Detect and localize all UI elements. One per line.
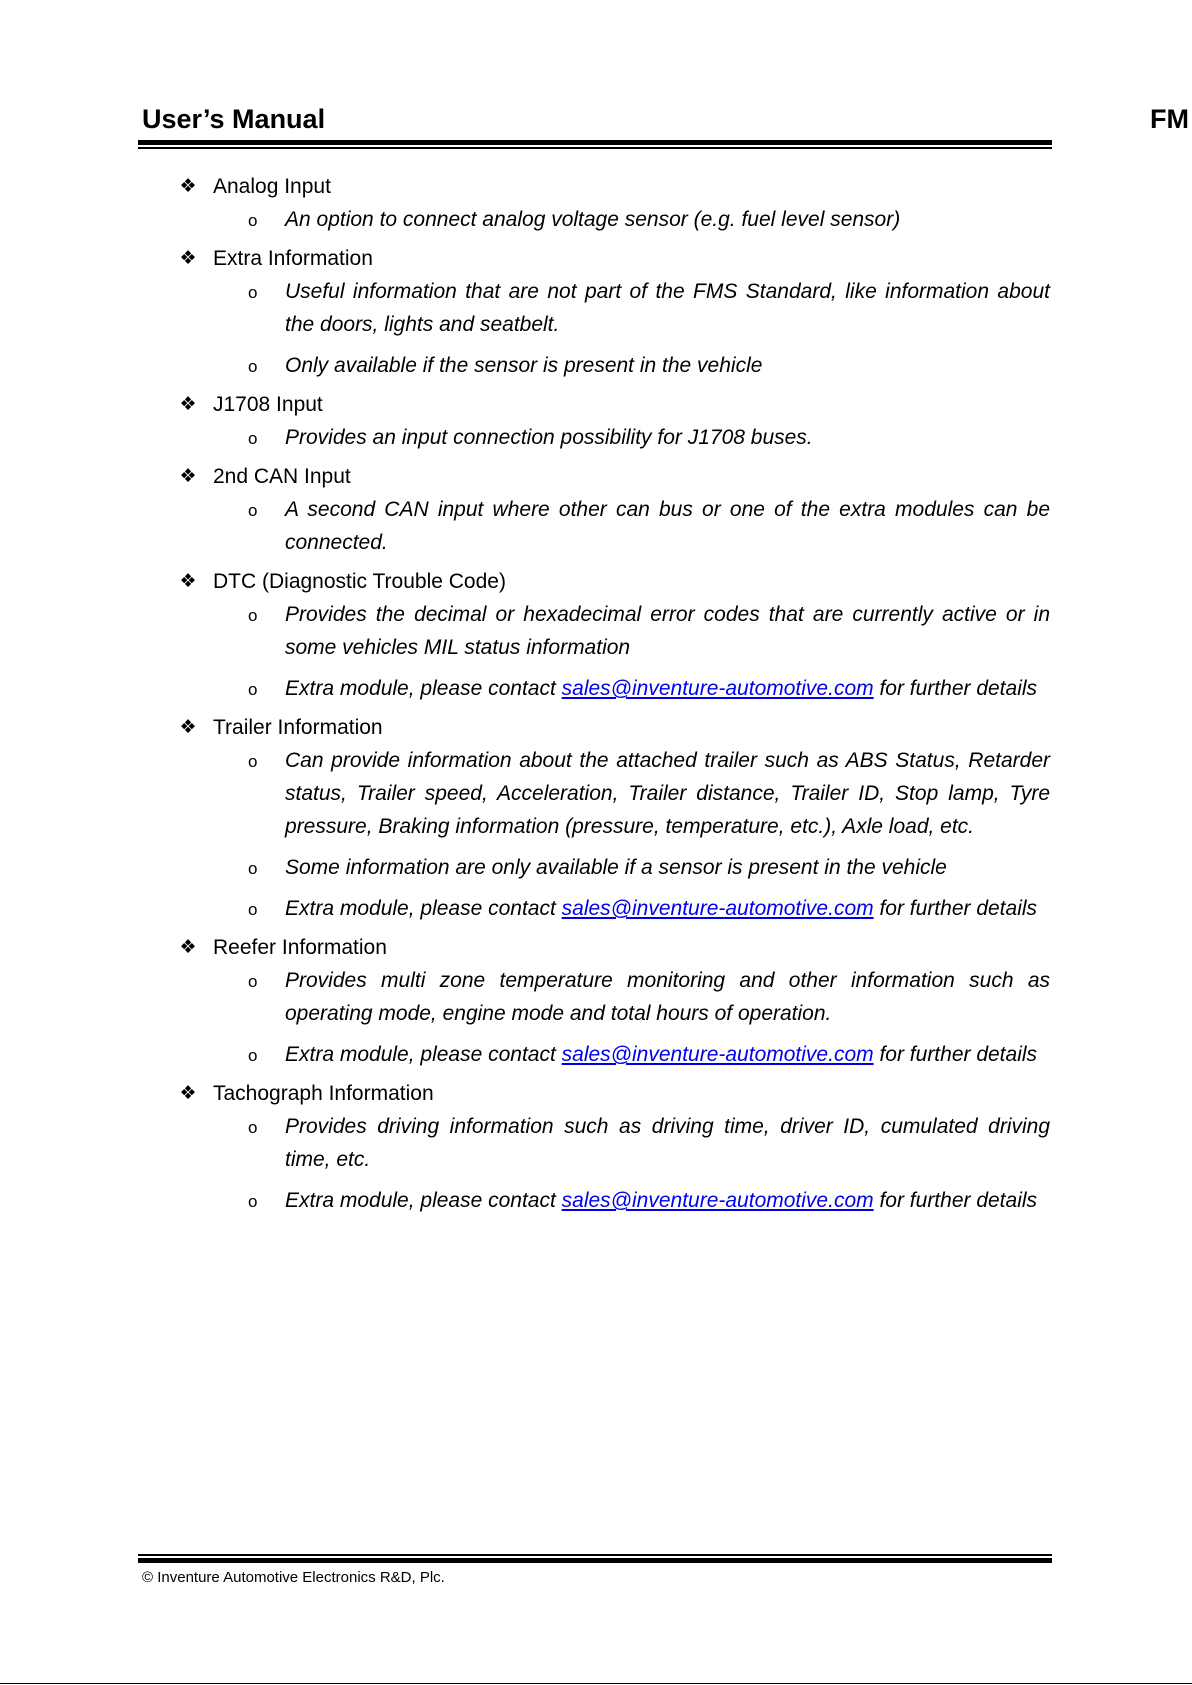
circle-bullet-icon: o xyxy=(248,501,258,520)
list-item: o Provides multi zone temperature monitoring and other information such as operating mode, engine mode and total hours of operation. xyxy=(178,964,1050,1030)
list-item: o Provides the decimal or hexadecimal error codes that are currently active or in some vehicles MIL status information xyxy=(178,598,1050,664)
list-item: o Useful information that are not part of the FMS Standard, like information about the doors, lights and seatbelt. xyxy=(178,275,1050,341)
circle-bullet-icon: o xyxy=(248,357,258,376)
sales-email-link[interactable]: sales@inventure-automotive.com xyxy=(561,897,874,920)
diamond-bullet-icon: ❖ xyxy=(179,937,197,958)
section-title: ❖ Extra Information xyxy=(178,242,1050,275)
diamond-bullet-icon: ❖ xyxy=(179,571,197,592)
section-reefer-information xyxy=(178,931,1050,1071)
circle-bullet-icon: o xyxy=(248,680,258,699)
list-item: o Can provide information about the attached trailer such as ABS Status, Retarder status, Trailer speed, Acceleration, Trailer distance, Trailer ID, Stop lamp, Tyre pressure, Braking information (pressure, temperature, etc.), Axle load, etc. xyxy=(178,744,1050,843)
page-header-right: FM xyxy=(1150,104,1189,134)
page-header-title: User’s Manual xyxy=(142,104,326,134)
circle-bullet-icon: o xyxy=(248,211,258,230)
section-title: ❖ Tachograph Information xyxy=(178,1077,1050,1110)
footer-rule-thick xyxy=(138,1558,1052,1563)
page-edge-line xyxy=(0,1683,1192,1684)
circle-bullet-icon: o xyxy=(248,1192,258,1211)
section-title: ❖ Analog Input xyxy=(178,170,1050,203)
header-rule-thick xyxy=(138,140,1052,145)
list-item: o Only available if the sensor is present in the vehicle xyxy=(178,349,1050,382)
list-item: o Provides an input connection possibility for J1708 buses. xyxy=(178,421,1050,454)
section-title: ❖ 2nd CAN Input xyxy=(178,460,1050,493)
circle-bullet-icon: o xyxy=(248,972,258,991)
section-2nd-can-input xyxy=(178,460,1050,559)
circle-bullet-icon: o xyxy=(248,859,258,878)
footer-rule-thin xyxy=(138,1554,1052,1556)
list-item: o Extra module, please contact sales@inventure-automotive.com for further details xyxy=(178,1038,1050,1071)
diamond-bullet-icon: ❖ xyxy=(179,717,197,738)
list-item: o Some information are only available if a sensor is present in the vehicle xyxy=(178,851,1050,884)
sales-email-link[interactable]: sales@inventure-automotive.com xyxy=(561,677,874,700)
diamond-bullet-icon: ❖ xyxy=(179,176,197,197)
circle-bullet-icon: o xyxy=(248,900,258,919)
list-item: o Provides driving information such as driving time, driver ID, cumulated driving time, etc. xyxy=(178,1110,1050,1176)
diamond-bullet-icon: ❖ xyxy=(179,394,197,415)
section-title: ❖ Reefer Information xyxy=(178,931,1050,964)
diamond-bullet-icon: ❖ xyxy=(179,1083,197,1104)
document-body xyxy=(178,170,1050,1223)
section-tachograph-information xyxy=(178,1077,1050,1217)
section-analog-input xyxy=(178,170,1050,236)
circle-bullet-icon: o xyxy=(248,1046,258,1065)
diamond-bullet-icon: ❖ xyxy=(179,466,197,487)
circle-bullet-icon: o xyxy=(248,429,258,448)
header-rule-thin xyxy=(138,147,1052,149)
diamond-bullet-icon: ❖ xyxy=(179,248,197,269)
section-title: ❖ J1708 Input xyxy=(178,388,1050,421)
circle-bullet-icon: o xyxy=(248,752,258,771)
section-dtc xyxy=(178,565,1050,705)
circle-bullet-icon: o xyxy=(248,283,258,302)
section-extra-information xyxy=(178,242,1050,382)
sales-email-link[interactable]: sales@inventure-automotive.com xyxy=(561,1189,874,1212)
sales-email-link[interactable]: sales@inventure-automotive.com xyxy=(561,1043,874,1066)
circle-bullet-icon: o xyxy=(248,1118,258,1137)
footer-copyright: © Inventure Automotive Electronics R&D, Plc. xyxy=(142,1569,445,1586)
circle-bullet-icon: o xyxy=(248,606,258,625)
section-j1708-input xyxy=(178,388,1050,454)
section-trailer-information xyxy=(178,711,1050,925)
list-item: o An option to connect analog voltage sensor (e.g. fuel level sensor) xyxy=(178,203,1050,236)
section-title: ❖ Trailer Information xyxy=(178,711,1050,744)
list-item: o Extra module, please contact sales@inventure-automotive.com for further details xyxy=(178,672,1050,705)
list-item: o A second CAN input where other can bus or one of the extra modules can be connected. xyxy=(178,493,1050,559)
section-title: ❖ DTC (Diagnostic Trouble Code) xyxy=(178,565,1050,598)
list-item: o Extra module, please contact sales@inventure-automotive.com for further details xyxy=(178,1184,1050,1217)
list-item: o Extra module, please contact sales@inventure-automotive.com for further details xyxy=(178,892,1050,925)
